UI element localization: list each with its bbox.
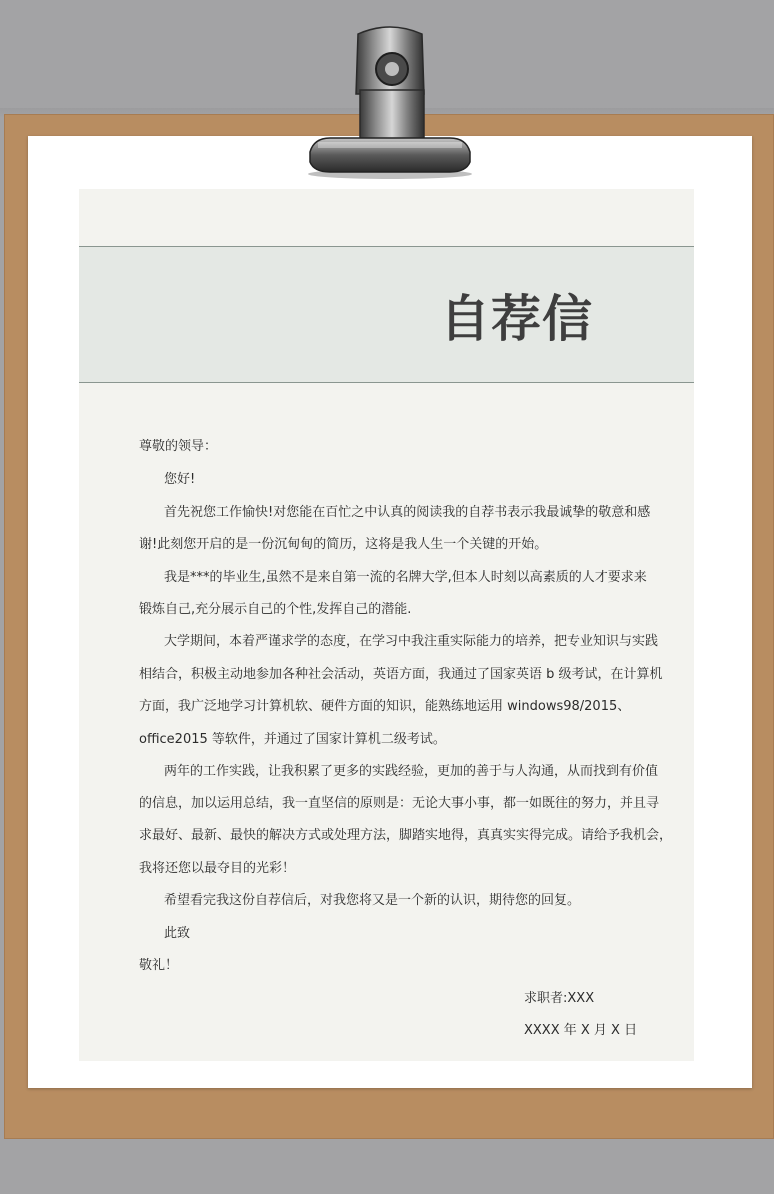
paragraph-3-line-2: 相结合，积极主动地参加各种社会活动，英语方面，我通过了国家英语 b 级考试，在计算机: [139, 667, 663, 682]
greeting: 您好!: [164, 472, 196, 487]
paragraph-3-line-3: 方面，我广泛地学习计算机软、硬件方面的知识，能熟练地运用 windows98/2015、: [139, 699, 631, 714]
closing-ci-zhi: 此致: [164, 926, 191, 941]
paragraph-3-line-4: office2015 等软件，并通过了国家计算机二级考试。: [139, 732, 446, 747]
binder-clip-icon: [300, 24, 480, 180]
paragraph-5-line-1: 希望看完我这份自荐信后，对我您将又是一个新的认识，期待您的回复。: [164, 893, 581, 908]
paragraph-4-line-4: 我将还您以最夺目的光彩！: [139, 861, 296, 876]
paragraph-1-line-2: 谢!此刻您开启的是一份沉甸甸的简历，这将是我人生一个关键的开始。: [139, 537, 548, 552]
paragraph-1-line-1: 首先祝您工作愉快!对您能在百忙之中认真的阅读我的自荐书表示我最诚挚的敬意和感: [164, 505, 651, 520]
paragraph-2-line-1: 我是***的毕业生,虽然不是来自第一流的名牌大学,但本人时刻以高素质的人才要求来: [164, 570, 647, 585]
paragraph-3-line-1: 大学期间，本着严谨求学的态度，在学习中我注重实际能力的培养，把专业知识与实践: [164, 634, 659, 649]
applicant-signature: 求职者:XXX: [524, 991, 595, 1006]
salutation: 尊敬的领导：: [139, 439, 218, 454]
letter-title: 自荐信: [440, 290, 593, 348]
paragraph-4-line-1: 两年的工作实践，让我积累了更多的实践经验，更加的善于与人沟通，从而找到有价值: [164, 764, 659, 779]
letter-date: XXXX 年 X 月 X 日: [524, 1023, 638, 1038]
paragraph-2-line-2: 锻炼自己,充分展示自己的个性,发挥自己的潜能.: [139, 602, 412, 617]
closing-jing-li: 敬礼！: [139, 958, 179, 973]
paragraph-4-line-2: 的信息，加以运用总结，我一直坚信的原则是：无论大事小事，都一如既往的努力，并且寻: [139, 796, 660, 811]
paragraph-4-line-3: 求最好、最新、最快的解决方式或处理方法，脚踏实地得，真真实实得完成。请给予我机会，: [139, 828, 673, 843]
